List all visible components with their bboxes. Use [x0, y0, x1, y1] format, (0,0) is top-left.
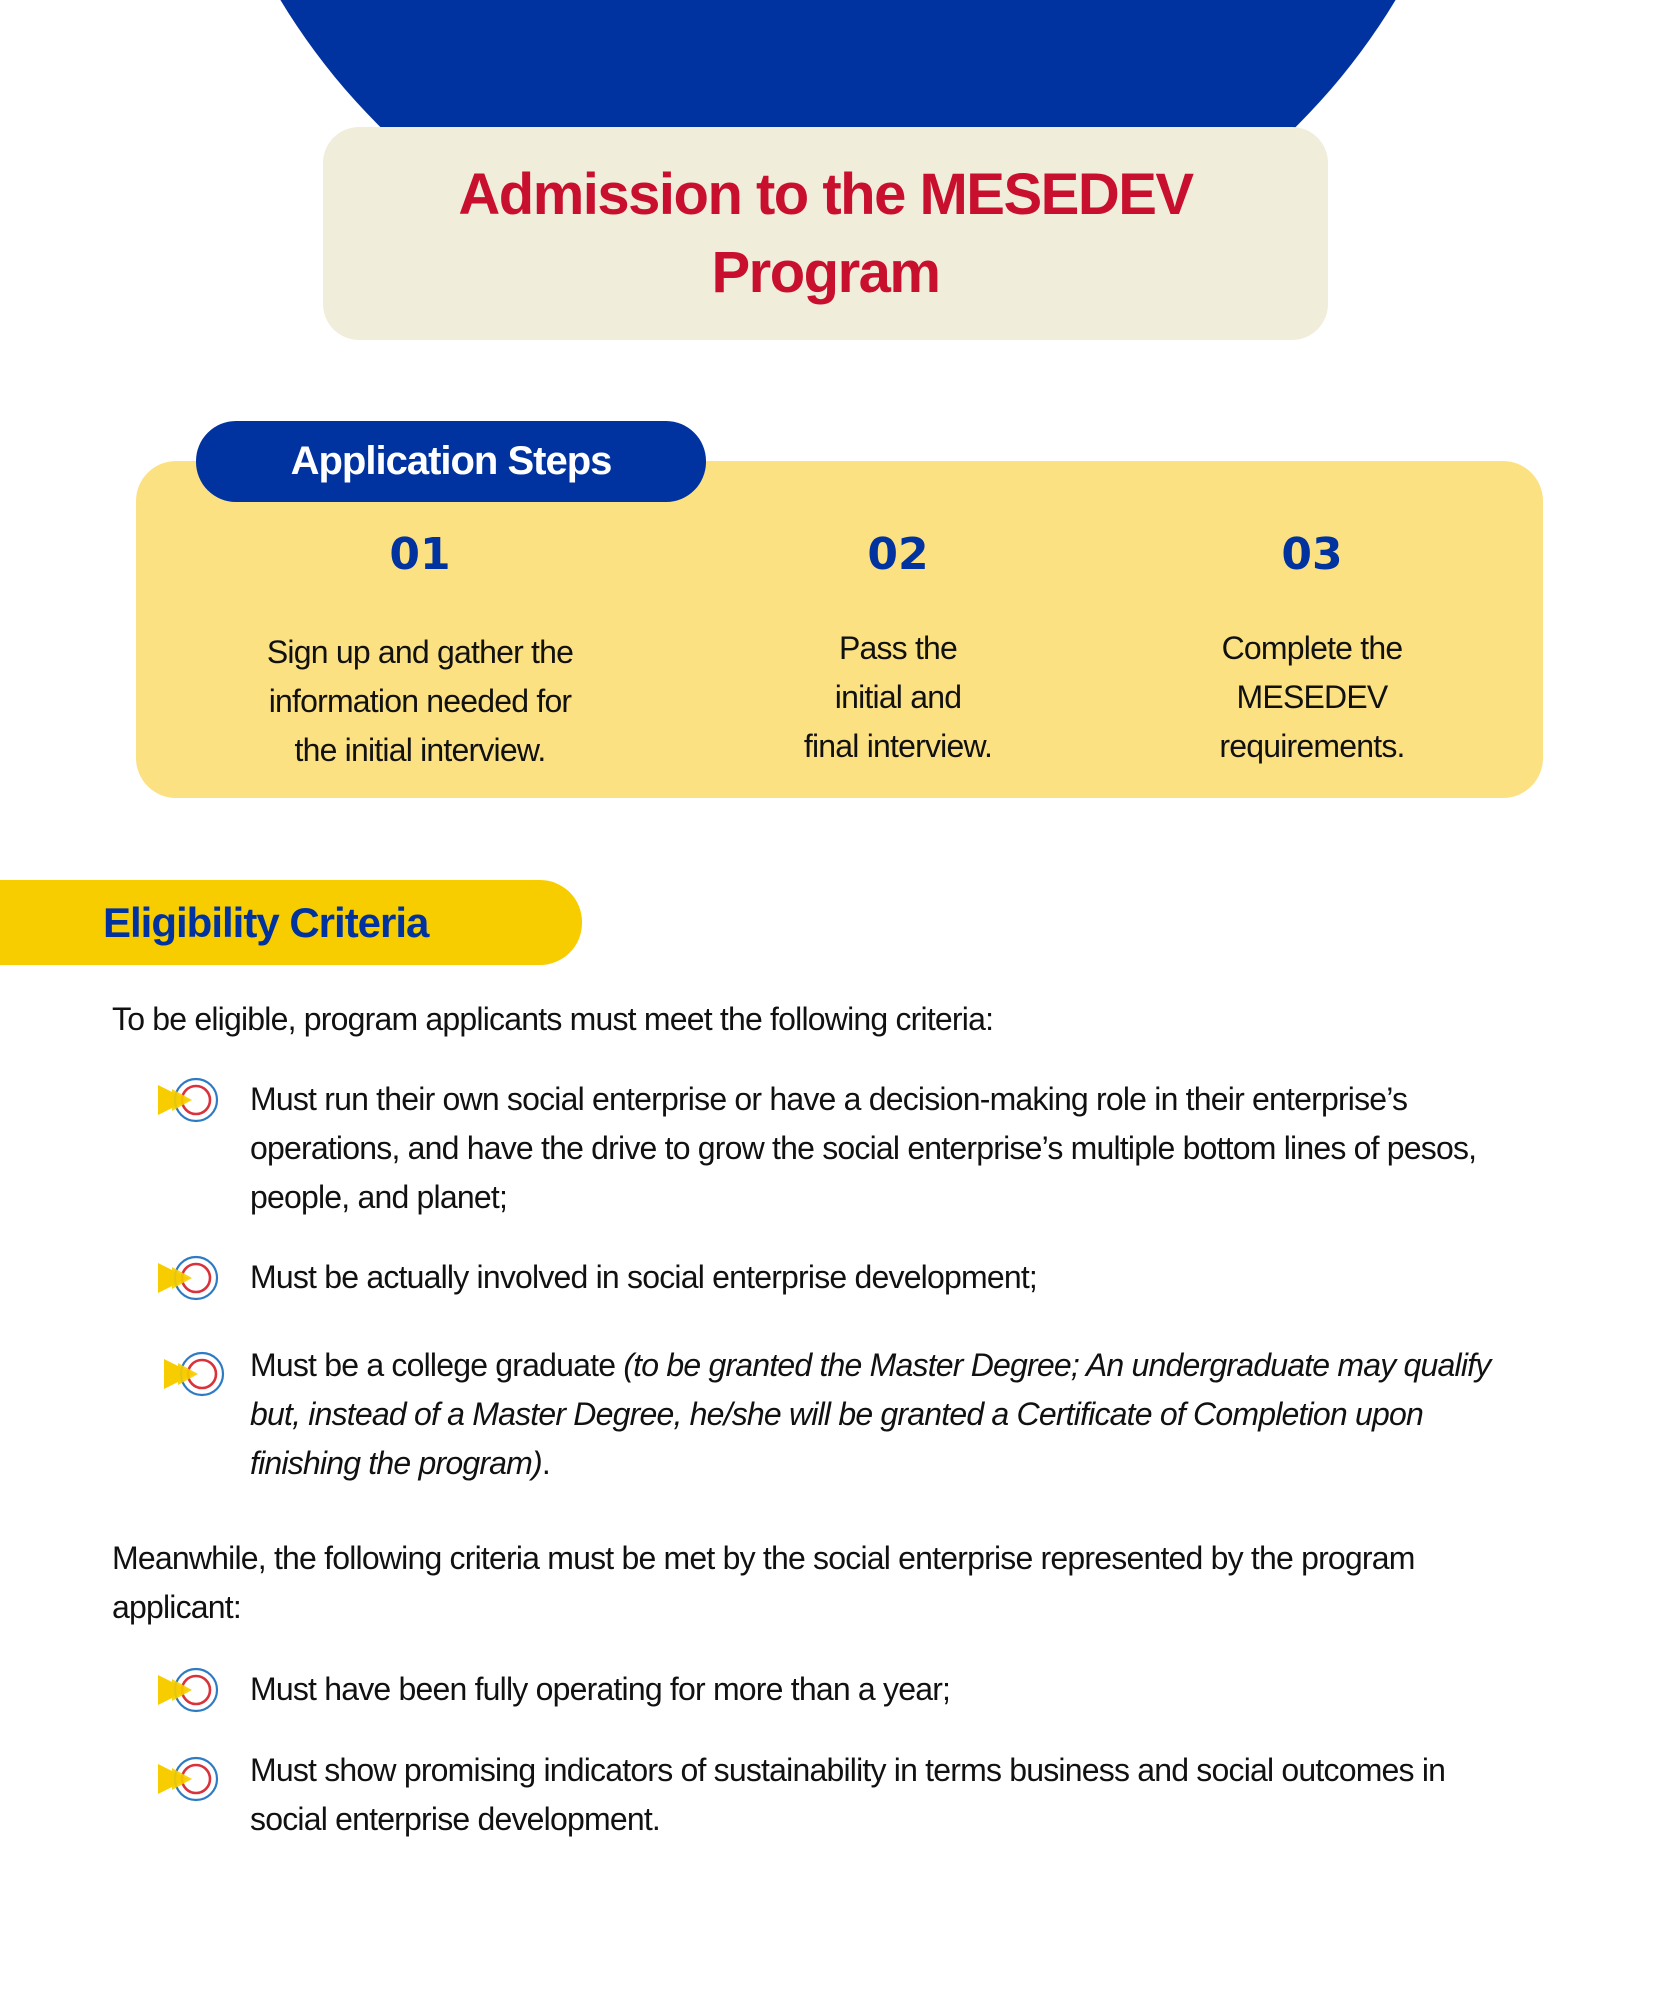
step-description — [718, 624, 1078, 771]
criteria-item — [158, 1075, 1538, 1222]
title-card — [323, 127, 1328, 340]
step-description — [240, 628, 600, 775]
step-line: the initial interview. — [294, 732, 546, 768]
criteria-text: Must have been fully operating for more than a year; — [250, 1671, 951, 1707]
step-line: Pass the — [838, 630, 958, 666]
criteria-item — [158, 1665, 1538, 1715]
step-line: Sign up and gather the — [266, 634, 574, 670]
step-line: Complete the — [1221, 630, 1403, 666]
step-line: initial and — [834, 679, 962, 715]
target-arrow-icon — [158, 1754, 220, 1804]
eligibility-heading — [0, 880, 582, 965]
criteria-text: Must run their own social enterprise or have a decision-making role in their enterprise’s operations, and have the drive to grow the social enterprise’s multiple bottom lines of pesos, people, and planet; — [250, 1081, 1477, 1215]
step-number: 03 — [1281, 529, 1343, 580]
step-number: 02 — [867, 529, 929, 580]
criteria-text: Must be actually involved in social enterprise development; — [250, 1259, 1038, 1295]
target-arrow-icon — [164, 1349, 226, 1399]
step-line: requirements. — [1219, 728, 1405, 764]
page-title-line-1: Admission to the MESEDEV — [458, 161, 1193, 227]
criteria-text-note: (to be granted the Master Degree; An undergraduate may qualify but, instead of a Master Degree, he/she will be granted a Certificate of Completion upon finishing the program) — [250, 1347, 1491, 1481]
application-steps-heading — [196, 421, 706, 502]
step-1 — [240, 520, 600, 775]
criteria-item — [158, 1746, 1538, 1844]
step-3 — [1132, 520, 1492, 771]
eligibility-label: Eligibility Criteria — [103, 898, 429, 946]
step-description — [1132, 624, 1492, 771]
criteria-text: Must show promising indicators of sustainability in terms business and social outcomes in social enterprise development. — [250, 1752, 1446, 1837]
criteria-text-suffix: . — [541, 1445, 550, 1481]
step-line: final interview. — [803, 728, 993, 764]
enterprise-intro: Meanwhile, the following criteria must be met by the social enterprise represented by the program applicant: — [112, 1540, 1415, 1625]
criteria-item — [158, 1253, 1538, 1303]
step-2 — [718, 520, 1078, 771]
target-arrow-icon — [158, 1253, 220, 1303]
eligibility-intro: To be eligible, program applicants must meet the following criteria: — [112, 1001, 994, 1037]
step-line: MESEDEV — [1236, 679, 1388, 715]
criteria-text-main: Must be a college graduate — [250, 1347, 624, 1383]
step-number: 01 — [389, 529, 451, 580]
criteria-text — [250, 1341, 1520, 1488]
target-arrow-icon — [158, 1665, 220, 1715]
target-arrow-icon — [158, 1075, 220, 1125]
application-steps-label: Application Steps — [290, 439, 612, 483]
criteria-item — [164, 1341, 1544, 1488]
step-line: information needed for — [268, 683, 572, 719]
page-title-line-2: Program — [711, 239, 940, 305]
